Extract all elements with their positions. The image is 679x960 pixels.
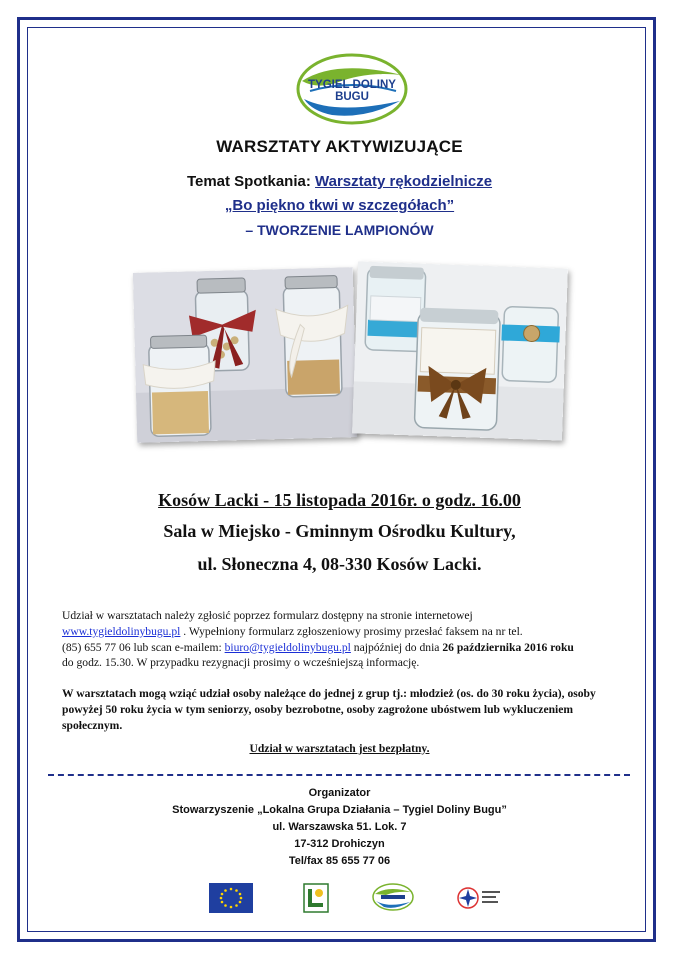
topic-quote: „Bo piękno tkwi w szczegółach” — [224, 197, 455, 214]
eu-flag-icon — [209, 883, 253, 913]
page-title: WARSZTATY AKTYWIZUJĄCE — [216, 137, 463, 156]
topic-link[interactable]: Warsztaty rękodzielnicze — [315, 173, 493, 190]
registration-info — [62, 608, 622, 671]
reg-text-b: . Wypełniony formularz zgłoszeniowy prosimy przesłać faksem na nr tel. — [180, 624, 523, 638]
photo-jars-blue-ribbon — [352, 261, 568, 440]
free-participation-note: Udział w warsztatach jest bezpłatny. — [249, 742, 430, 755]
reg-text-a: Udział w warsztatach należy zgłosić poprzez formularz dostępny na stronie internetowej — [62, 609, 473, 622]
organizer-street: ul. Warszawska 51. Lok. 7 — [272, 821, 407, 833]
event-date-place: Kosów Lacki - 15 listopada 2016r. o godz. 16.00 — [158, 490, 521, 510]
rural-network-logo-icon — [456, 883, 504, 913]
logo-text-line2: BUGU — [335, 91, 369, 103]
email-link[interactable]: biuro@tygieldolinybugu.pl — [224, 640, 351, 654]
organizer-label: Organizator — [308, 787, 371, 799]
tygiel-doliny-bugu-logo — [296, 53, 408, 125]
organizer-phone: Tel/fax 85 655 77 06 — [288, 855, 391, 867]
event-address: ul. Słoneczna 4, 08-330 Kosów Lacki. — [197, 554, 482, 574]
tygiel-logo-icon — [372, 883, 414, 911]
eligibility-info: W warsztatach mogą wziąć udział osoby należące do jednej z grup tj.: młodzież (os. do 30 roku życia), osoby powyżej 50 roku życia w tym seniorzy, osoby bezrobotne, osoby zagrożone ubóstwem lub wykluczeniem społecznym. — [62, 687, 596, 732]
dashed-divider — [48, 774, 630, 776]
organizer-name: Stowarzyszenie „Lokalna Grupa Działania – Tygiel Doliny Bugu” — [172, 804, 507, 816]
logo-text-line1: TYGIEL DOLINY — [308, 79, 396, 91]
reg-text-d: najpóźniej do dnia — [350, 640, 443, 654]
organizer-city: 17-312 Drohiczyn — [294, 838, 385, 850]
reg-text-e: do godz. 15.30. W przypadku rezygnacji prosimy o wcześniejszą informację. — [62, 656, 420, 670]
topic-line — [0, 173, 679, 190]
deadline-date: 26 października 2016 roku — [442, 640, 574, 654]
topic-label: Temat Spotkania: — [186, 173, 311, 190]
leader-logo-icon — [303, 883, 329, 913]
reg-text-c: (85) 655 77 06 lub scan e-mailem: — [62, 640, 225, 654]
photo-jars-gingham — [133, 267, 357, 443]
topic-subtitle: – TWORZENIE LAMPIONÓW — [245, 222, 434, 238]
website-link[interactable]: www.tygieldolinybugu.pl — [62, 624, 181, 638]
event-venue: Sala w Miejsko - Gminnym Ośrodku Kultury, — [163, 521, 516, 541]
